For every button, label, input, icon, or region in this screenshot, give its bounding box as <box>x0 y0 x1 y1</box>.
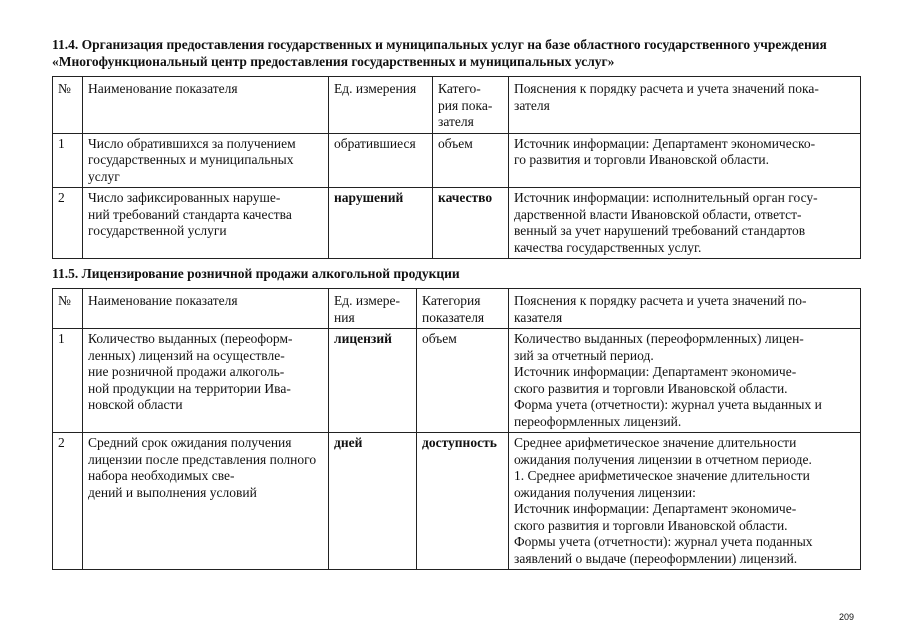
indicator-name: Число обратившихся за получением государственных и муниципальных услуг <box>83 133 329 188</box>
row-number: 2 <box>53 188 83 259</box>
calculation-explanation: Количество выданных (переоформленных) лицен- зий за отчетный период. Источник информации: Департамент экономиче- ского развития и торговли Ивановской области. Форма учета (отчетности): журнал учета выданных и переоформленных лицензий. <box>509 329 861 433</box>
indicators-table-11-5 <box>52 288 861 570</box>
col-header-number: № <box>53 77 83 134</box>
unit-of-measure: лицензий <box>329 329 417 433</box>
row-number: 1 <box>53 329 83 433</box>
section-heading-11-5: 11.5. Лицензирование розничной продажи алкогольной продукции <box>52 266 460 281</box>
table-row <box>53 133 861 188</box>
table-row <box>53 433 861 570</box>
row-number: 1 <box>53 133 83 188</box>
section-heading-11-4: 11.4. Организация предоставления государственных и муниципальных услуг на базе областного государственного учреждения «Многофункциональный центр предоставления государственных и муниципальных услуг» <box>52 37 827 69</box>
unit-of-measure: обратившиеся <box>329 133 433 188</box>
col-header-explanation: Пояснения к порядку расчета и учета значений пока- зателя <box>509 77 861 134</box>
table-header-row <box>53 289 861 329</box>
col-header-number: № <box>53 289 83 329</box>
indicator-category: объем <box>417 329 509 433</box>
indicator-name: Количество выданных (переоформ- ленных) лицензий на осуществле- ние розничной продажи алкоголь- ной продукции на территории Ива- новской области <box>83 329 329 433</box>
table-row <box>53 188 861 259</box>
unit-of-measure: дней <box>329 433 417 570</box>
row-number: 2 <box>53 433 83 570</box>
indicator-category: качество <box>433 188 509 259</box>
col-header-unit: Ед. измерения <box>329 77 433 134</box>
indicator-name: Число зафиксированных наруше- ний требований стандарта качества государственной услуги <box>83 188 329 259</box>
col-header-name: Наименование показателя <box>83 289 329 329</box>
table-header-row <box>53 77 861 134</box>
calculation-explanation: Среднее арифметическое значение длительности ожидания получения лицензии в отчетном периоде. 1. Среднее арифметическое значение длительности ожидания получения лицензии: Источник информации: Департамент экономиче- ского развития и торговли Ивановской области. Формы учета (отчетности): журнал учета поданных заявлений о выдаче (переоформлении) лицензий. <box>509 433 861 570</box>
col-header-unit: Ед. измере- ния <box>329 289 417 329</box>
col-header-category: Катего- рия пока- зателя <box>433 77 509 134</box>
indicator-category: доступность <box>417 433 509 570</box>
col-header-category: Категория показателя <box>417 289 509 329</box>
calculation-explanation: Источник информации: исполнительный орган госу- дарственной власти Ивановской области, ответст- венный за учет нарушений требований стандартов качества государственных услуг. <box>509 188 861 259</box>
calculation-explanation: Источник информации: Департамент экономическо- го развития и торговли Ивановской области. <box>509 133 861 188</box>
page-number: 209 <box>839 612 855 622</box>
table-row <box>53 329 861 433</box>
col-header-name: Наименование показателя <box>83 77 329 134</box>
indicators-table-11-4 <box>52 76 861 259</box>
indicator-name: Средний срок ожидания получения лицензии после представления полного набора необходимых све- дений и выполнения условий <box>83 433 329 570</box>
col-header-explanation: Пояснения к порядку расчета и учета значений по- казателя <box>509 289 861 329</box>
indicator-category: объем <box>433 133 509 188</box>
unit-of-measure: нарушений <box>329 188 433 259</box>
